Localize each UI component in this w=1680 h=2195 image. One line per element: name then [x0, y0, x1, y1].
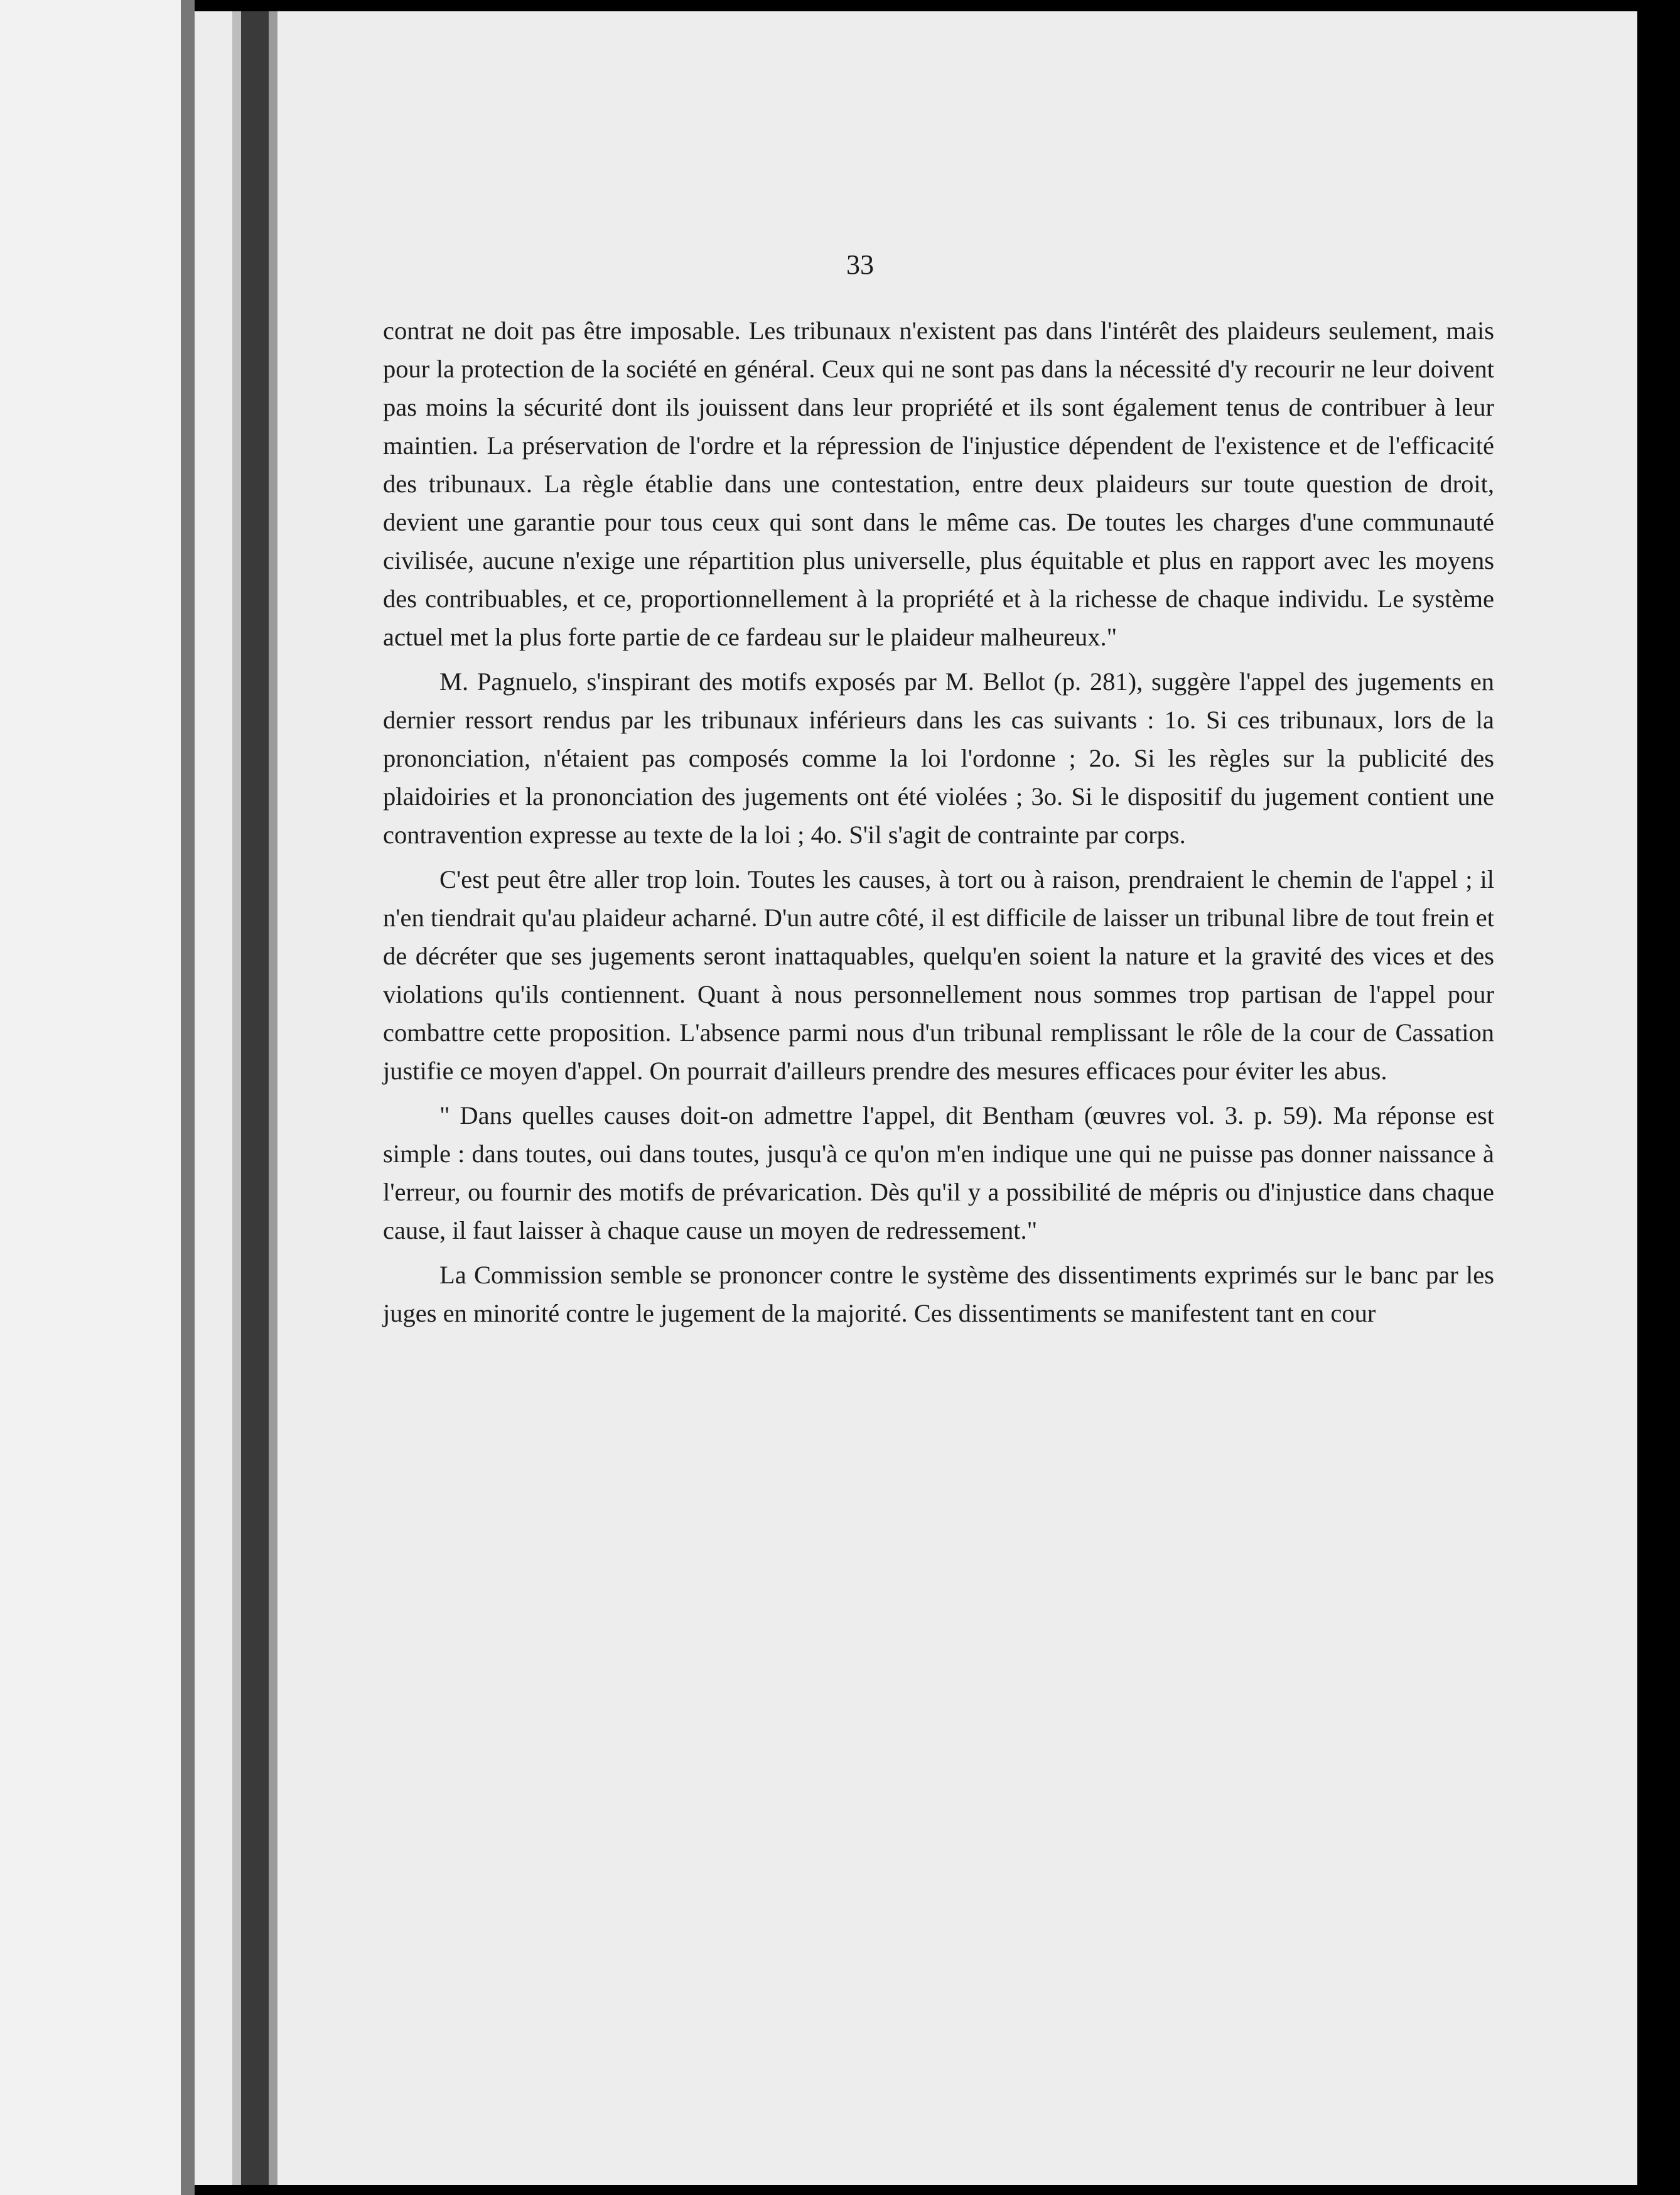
page-number: 33 — [846, 249, 874, 280]
body-text — [383, 311, 1494, 1339]
page-gutter-shadow — [181, 0, 195, 2195]
paragraph-4: " Dans quelles causes doit-on admettre l'appel, dit Bentham (œuvres vol. 3. p. 59). Ma réponse est simple : dans toutes, oui dans toutes, jusqu'à ce qu'on m'en indique une qui ne puisse pas donner naissance à l'erreur, ou fournir des motifs de prévarication. Dès qu'il y a possibilité de mépris ou d'injustice dans chaque cause, il faut laisser à chaque cause un moyen de redressement." — [383, 1101, 1494, 1244]
binding-highlight — [269, 11, 277, 2185]
adjacent-page-strip — [0, 0, 188, 2195]
paragraph-5: La Commission semble se prononcer contre le système des dissentiments exprimés sur le banc par les juges en minorité contre le jugement de la majorité. Ces dissentiments se manifestent tant en cour — [383, 1261, 1494, 1327]
paragraph-1: contrat ne doit pas être imposable. Les tribunaux n'existent pas dans l'intérêt des plaideurs seulement, mais pour la protection de la société en général. Ceux qui ne sont pas dans la nécessité d'y recourir ne leur doivent pas moins la sécurité dont ils jouissent dans leur propriété et ils sont également tenus de contribuer à leur maintien. La préservation de l'ordre et la répression de l'injustice dépendent de l'existence et de l'efficacité des tribunaux. La règle établie dans une contestation, entre deux plaideurs sur toute question de droit, devient une garantie pour tous ceux qui sont dans le même cas. De toutes les charges d'une communauté civilisée, aucune n'exige une répartition plus universelle, plus équitable et plus en rapport avec les moyens des contribuables, et ce, proportionnellement à la propriété et à la richesse de chaque individu. Le système actuel met la plus forte partie de ce fardeau sur le plaideur malheureux." — [383, 316, 1494, 651]
binding-edge — [232, 11, 241, 2185]
paragraph-2: M. Pagnuelo, s'inspirant des motifs exposés par M. Bellot (p. 281), suggère l'appel des jugements en dernier ressort rendus par les tribunaux inférieurs dans les cas suivants : 1o. Si ces tribunaux, lors de la prononciation, n'étaient pas composés comme la loi l'ordonne ; 2o. Si les règles sur la publicité des plaidoiries et la prononciation des jugements ont été violées ; 3o. Si le dispositif du jugement contient une contravention expresse au texte de la loi ; 4o. S'il s'agit de contrainte par corps. — [383, 667, 1494, 849]
book-page — [195, 11, 1637, 2185]
paragraph-3: C'est peut être aller trop loin. Toutes les causes, à tort ou à raison, prendraient le chemin de l'appel ; il n'en tiendrait qu'au plaideur acharné. D'un autre côté, il est difficile de laisser un tribunal libre de tout frein et de décréter que ses jugements seront inattaquables, quelqu'en soient la nature et la gravité des vices et des violations qu'ils contiennent. Quant à nous personnellement nous sommes trop partisan de l'appel pour combattre cette proposition. L'absence parmi nous d'un tribunal remplissant le rôle de la cour de Cassation justifie ce moyen d'appel. On pourrait d'ailleurs prendre des mesures efficaces pour éviter les abus. — [383, 865, 1494, 1085]
binding-spine — [241, 11, 269, 2185]
